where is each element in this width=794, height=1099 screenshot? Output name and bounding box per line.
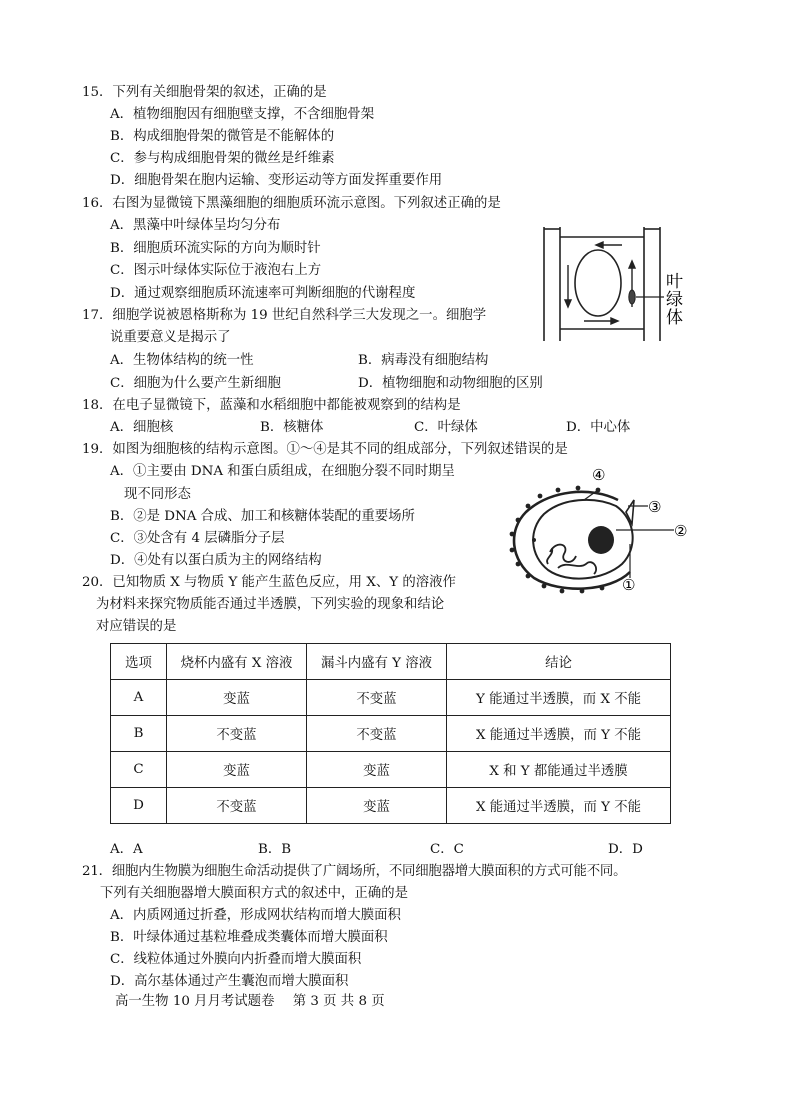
q21-option-d: D．高尔基体通过产生囊泡而增大膜面积 — [110, 974, 349, 989]
q21-option-c: C．线粒体通过外膜向内折叠而增大膜面积 — [110, 952, 362, 967]
chloroplast — [629, 290, 635, 304]
q16-option-d: D．通过观察细胞质环流速率可判断细胞的代谢程度 — [110, 286, 416, 301]
q15-option-b: B．构成细胞骨架的微管是不能解体的 — [110, 129, 335, 144]
table-cell: X 能通过半透膜，而 Y 不能 — [447, 788, 671, 824]
page-footer — [115, 993, 385, 1011]
table-header-row — [111, 644, 671, 680]
q15-stem: 15．下列有关细胞骨架的叙述，正确的是 — [82, 85, 327, 100]
q18-option-b: B．核糖体 — [260, 420, 324, 435]
chloroplast-label-1: 叶 — [666, 272, 683, 292]
q20-stem-line2: 为材料来探究物质能否通过半透膜，下列实验的现象和结论 — [96, 597, 445, 612]
vacuole — [575, 250, 621, 316]
table-row — [111, 788, 671, 824]
q17-option-b: B．病毒没有细胞结构 — [358, 353, 489, 368]
q20-answer-a: A．A — [110, 842, 143, 857]
chloroplast-label-2: 绿 — [666, 290, 683, 310]
table-row — [111, 680, 671, 716]
table-header: 结论 — [447, 644, 671, 680]
nucleus-figure — [498, 460, 698, 596]
label-1: ① — [622, 576, 636, 594]
nucleus-diagram — [498, 460, 698, 596]
nuclear-envelope — [533, 500, 633, 579]
q20-stem-line1: 20．已知物质 X 与物质 Y 能产生蓝色反应，用 X、Y 的溶液作 — [82, 575, 456, 590]
table-cell: X 能通过半透膜，而 Y 不能 — [447, 716, 671, 752]
label-2: ② — [674, 522, 688, 540]
q15-option-d: D．细胞骨架在胞内运输、变形运动等方面发挥重要作用 — [110, 173, 443, 188]
table-cell: 不变蓝 — [167, 716, 307, 752]
table-cell: B — [111, 716, 167, 752]
table-cell: 变蓝 — [167, 680, 307, 716]
table-header: 漏斗内盛有 Y 溶液 — [307, 644, 447, 680]
table-cell: A — [111, 680, 167, 716]
table-row — [111, 716, 671, 752]
q17-stem-line1: 17．细胞学说被恩格斯称为 19 世纪自然科学三大发现之一。细胞学 — [82, 308, 487, 323]
table-cell: 不变蓝 — [307, 716, 447, 752]
q21-option-a: A．内质网通过折叠，形成网状结构而增大膜面积 — [110, 908, 401, 923]
q15-option-a: A．植物细胞因有细胞壁支撑，不含细胞骨架 — [110, 107, 375, 122]
q17-option-c: C．细胞为什么要产生新细胞 — [110, 376, 281, 391]
q20-answer-b: B．B — [258, 842, 292, 857]
q18-option-c: C．叶绿体 — [414, 420, 478, 435]
table-header: 选项 — [111, 644, 167, 680]
q21-stem-line2: 下列有关细胞器增大膜面积方式的叙述中，正确的是 — [100, 886, 408, 901]
table-cell: 不变蓝 — [167, 788, 307, 824]
chromatin — [547, 545, 596, 574]
experiment-table — [110, 643, 671, 824]
cell-diagram — [540, 225, 700, 343]
q17-option-d: D．植物细胞和动物细胞的区别 — [358, 376, 543, 391]
label-4: ④ — [592, 466, 606, 484]
q19-stem: 19．如图为细胞核的结构示意图。①～④是其不同的组成部分，下列叙述错误的是 — [82, 442, 568, 457]
q20-answer-c: C．C — [430, 842, 464, 857]
q18-option-d: D．中心体 — [566, 420, 631, 435]
q19-option-d: D．④处有以蛋白质为主的网络结构 — [110, 553, 322, 568]
cytoplasm-streaming-figure — [540, 225, 700, 343]
q17-option-a: A．生物体结构的统一性 — [110, 353, 254, 368]
q19-option-b: B．②是 DNA 合成、加工和核糖体装配的重要场所 — [110, 509, 415, 524]
q18-stem: 18．在电子显微镜下，蓝藻和水稻细胞中都能被观察到的结构是 — [82, 398, 461, 413]
nucleolus — [588, 526, 614, 554]
footer-title: 高一生物 10 月月考试题卷 — [115, 994, 275, 1009]
q17-stem-line2: 说重要意义是揭示了 — [110, 330, 231, 345]
q20-answer-d: D．D — [608, 842, 643, 857]
q21-option-b: B．叶绿体通过基粒堆叠成类囊体而增大膜面积 — [110, 930, 388, 945]
q15-option-c: C．参与构成细胞骨架的微丝是纤维素 — [110, 151, 335, 166]
table-cell: C — [111, 752, 167, 788]
q19-option-a-cont: 现不同形态 — [124, 487, 191, 502]
table-cell: 变蓝 — [167, 752, 307, 788]
table-cell: 变蓝 — [307, 752, 447, 788]
q16-stem: 16．右图为显微镜下黑藻细胞的细胞质环流示意图。下列叙述正确的是 — [82, 196, 501, 211]
q16-option-a: A．黑藻中叶绿体呈均匀分布 — [110, 218, 281, 233]
table-cell: 变蓝 — [307, 788, 447, 824]
q16-option-c: C．图示叶绿体实际位于液泡右上方 — [110, 263, 322, 278]
table-header: 烧杯内盛有 X 溶液 — [167, 644, 307, 680]
table-cell: X 和 Y 都能通过半透膜 — [447, 752, 671, 788]
table-cell: 不变蓝 — [307, 680, 447, 716]
label-3: ③ — [648, 498, 662, 516]
chloroplast-label-3: 体 — [666, 308, 683, 328]
nuclear-pore — [626, 500, 634, 524]
q19-option-c: C．③处含有 4 层磷脂分子层 — [110, 531, 285, 546]
q16-option-b: B．细胞质环流实际的方向为顺时针 — [110, 241, 321, 256]
q19-option-a: A．①主要由 DNA 和蛋白质组成，在细胞分裂不同时期呈 — [110, 464, 455, 479]
q20-stem-line3: 对应错误的是 — [96, 619, 177, 634]
q21-stem-line1: 21．细胞内生物膜为细胞生命活动提供了广阔场所，不同细胞器增大膜面积的方式可能不同。 — [82, 864, 627, 879]
q18-option-a: A．细胞核 — [110, 420, 174, 435]
table-row — [111, 752, 671, 788]
table-cell: Y 能通过半透膜，而 X 不能 — [447, 680, 671, 716]
footer-page-number: 第 3 页 共 8 页 — [292, 994, 385, 1009]
table-cell: D — [111, 788, 167, 824]
